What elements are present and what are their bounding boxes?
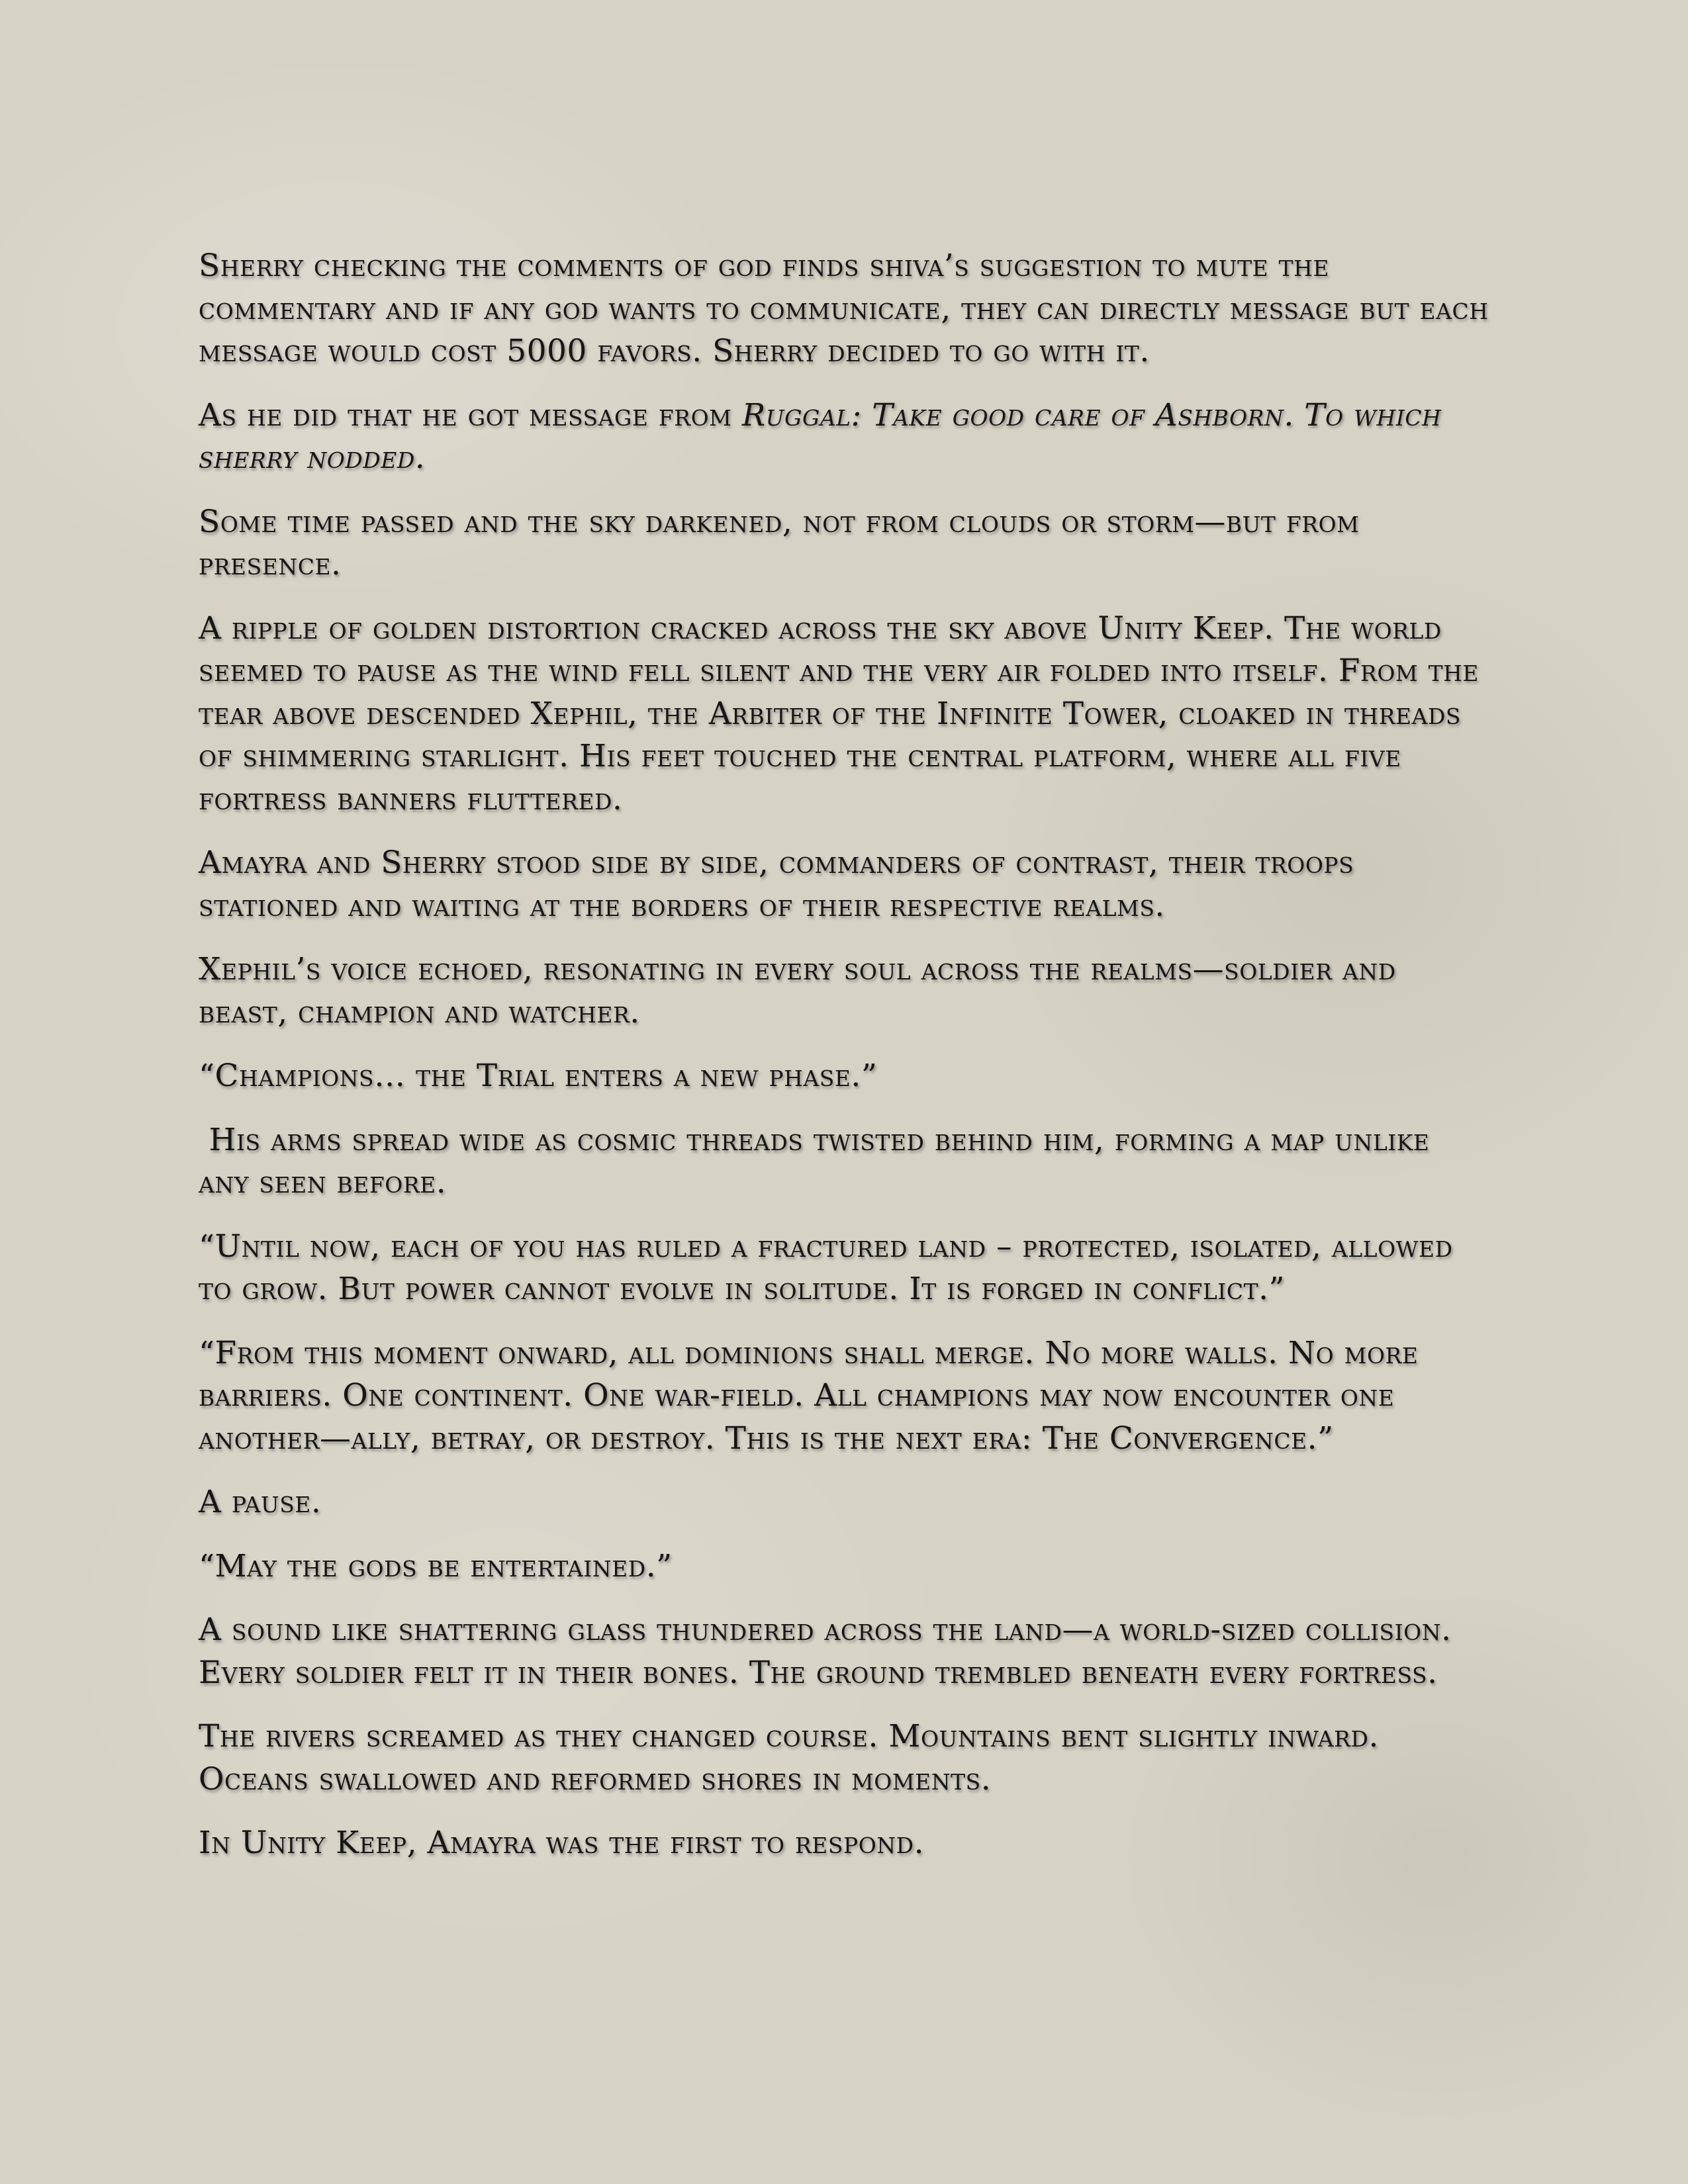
paragraph-7-text: “Champions… the Trial enters a new phase.” bbox=[199, 1058, 878, 1094]
paragraph-2-text: As he did that he got message from bbox=[199, 396, 742, 433]
paragraph-13-text: A sound like shattering glass thundered across the land—a world-sized collision. Every soldier felt it in their bones. The ground trembled beneath every fortress. bbox=[199, 1612, 1462, 1691]
paragraph-9-text: “Until now, each of you has ruled a fractured land – protected, isolated, allowed to grow. But power cannot evolve in solitude. It is forged in conflict.” bbox=[199, 1228, 1464, 1307]
paragraph-6-text: Xephil’s voice echoed, resonating in every soul across the realms—soldier and beast, champion and watcher. bbox=[199, 951, 1407, 1030]
paragraph-5-text: Amayra and Sherry stood side by side, commanders of contrast, their troops stationed and waiting at the borders of their respective realms. bbox=[199, 844, 1364, 924]
paragraph-3-text: Some time passed and the sky darkened, not from clouds or storm—but from presence. bbox=[199, 503, 1370, 582]
paragraph-15-text: In Unity Keep, Amayra was the first to respond. bbox=[199, 1825, 925, 1861]
paragraph-1-text: Sherry checking the comments of god finds shiva’s suggestion to mute the commentary and if any god wants to communicate, they can directly message but each message would cost 5000 favors. Sherry decided to go with it. bbox=[199, 248, 1499, 369]
paragraph-13 bbox=[199, 1609, 1489, 1694]
paragraph-6 bbox=[199, 948, 1489, 1034]
paragraph-1 bbox=[199, 245, 1499, 373]
paragraph-15 bbox=[199, 1822, 1489, 1865]
paragraph-8 bbox=[199, 1119, 1489, 1205]
paragraph-8-text: His arms spread wide as cosmic threads twisted behind him, forming a map unlike any seen before. bbox=[199, 1121, 1440, 1201]
paragraph-7 bbox=[199, 1055, 1489, 1098]
paragraph-12 bbox=[199, 1545, 1489, 1588]
paragraph-10-text: “From this moment onward, all dominions shall merge. No more walls. No more barriers. One continent. One war-field. All champions may now encounter one another—ally, betray, or destroy. This is the next era: The Convergence.” bbox=[199, 1334, 1429, 1457]
paragraph-14-text: The rivers screamed as they changed course. Mountains bent slightly inward. Oceans swallowed and reformed shores in moments. bbox=[199, 1718, 1389, 1797]
paragraph-14 bbox=[199, 1715, 1489, 1801]
paragraph-2-italic-message: Ruggal: Take good care of Ashborn. To which sherry nodded. bbox=[199, 396, 1452, 476]
paragraph-3 bbox=[199, 501, 1489, 586]
paragraph-4-text: A ripple of golden distortion cracked across the sky above Unity Keep. The world seemed to pause as the wind fell silent and the very air folded into itself. From the tear above descended Xephil, the Arbiter of the Infinite Tower, cloaked in threads of shimmering starlight. His feet touched the central platform, where all five fortress banners fluttered. bbox=[199, 610, 1489, 817]
document-page bbox=[199, 245, 1499, 2164]
paragraph-4 bbox=[199, 608, 1489, 821]
paragraph-10 bbox=[199, 1332, 1489, 1461]
paragraph-12-text: “May the gods be entertained.” bbox=[199, 1547, 673, 1584]
paragraph-2 bbox=[199, 394, 1489, 480]
paragraph-9 bbox=[199, 1226, 1489, 1311]
paragraph-11-text: A pause. bbox=[199, 1484, 322, 1520]
paragraph-11 bbox=[199, 1481, 1489, 1524]
paragraph-5 bbox=[199, 842, 1489, 927]
